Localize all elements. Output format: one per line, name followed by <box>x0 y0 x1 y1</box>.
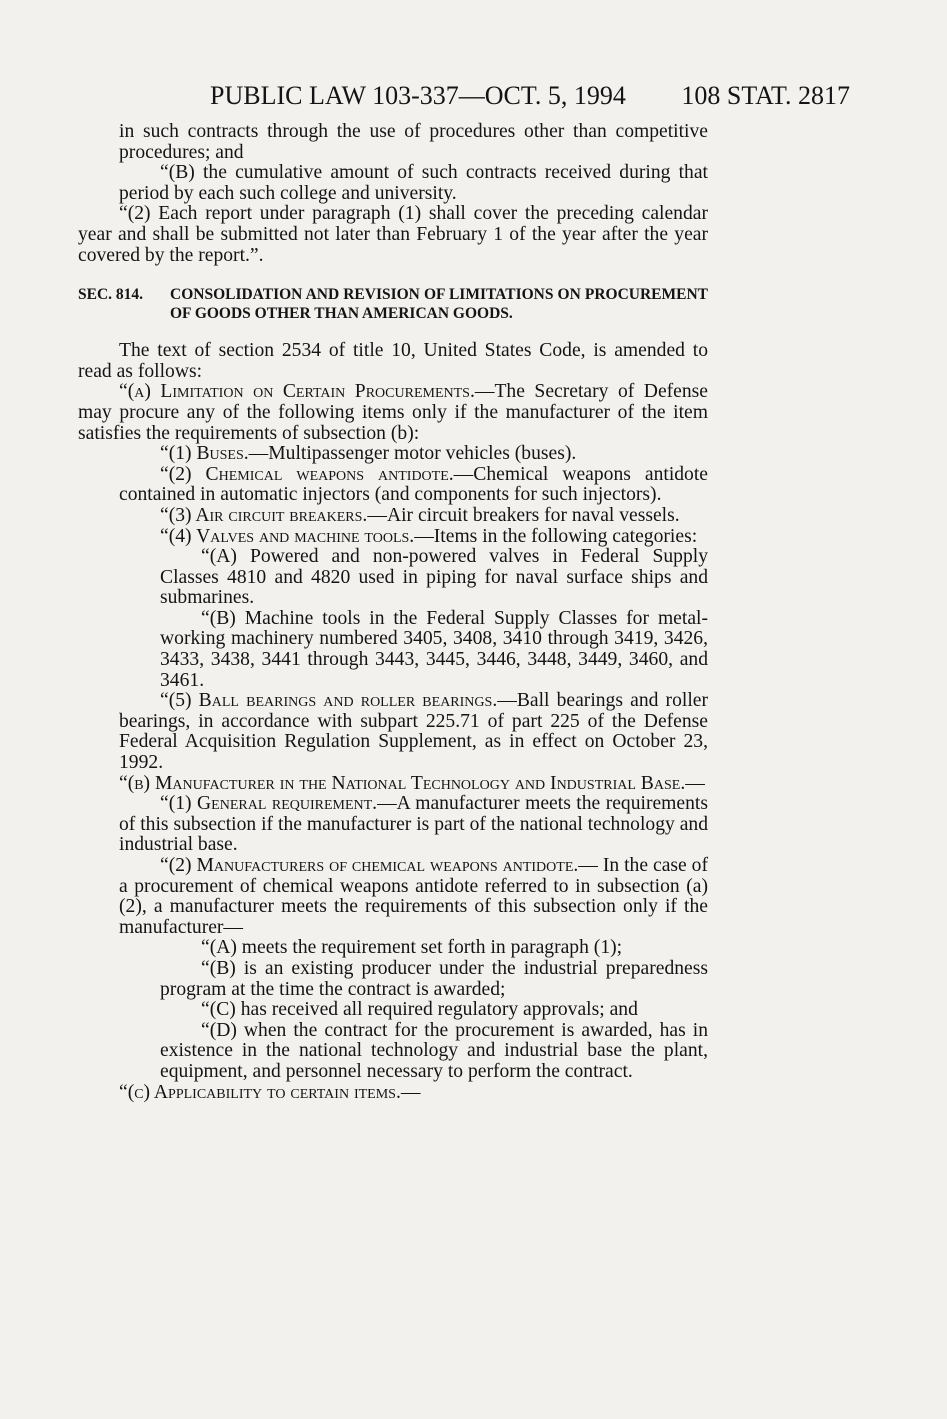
subsection-text: — <box>685 772 705 794</box>
public-law-citation: PUBLIC LAW 103-337—OCT. 5, 1994 <box>210 81 626 110</box>
section-title: CONSOLIDATION AND REVISION OF LIMITATIONS ON PROCUREMENT OF GOODS OTHER THAN AMERICAN GOODS. <box>170 286 708 323</box>
paragraph-a3 <box>78 506 708 527</box>
page-header <box>150 76 850 116</box>
paragraph-heading: “(5) Ball bearings and roller bearings. <box>160 690 498 712</box>
paragraph-text: —Multipassenger motor vehicles (buses). <box>248 443 577 465</box>
paragraph: “(2) Each report under paragraph (1) shall cover the preceding calendar year and shall be submitted not later than February 1 of the year after the year covered by the report.”. <box>78 203 708 266</box>
section-number: SEC. 814. <box>78 286 144 304</box>
paragraph-heading: “(1) General requirement. <box>160 793 378 815</box>
paragraph-heading: “(3) Air circuit breakers. <box>160 504 368 526</box>
paragraph: “(B) the cumulative amount of such contracts received during that period by each such college and university. <box>119 162 708 204</box>
paragraph-heading: “(4) Valves and machine tools. <box>160 525 415 547</box>
paragraph-b1 <box>78 794 708 856</box>
stat-page-number: 108 STAT. 2817 <box>681 81 850 110</box>
subsection-c <box>78 1083 708 1104</box>
paragraph-a1 <box>78 444 708 465</box>
paragraph-b2 <box>78 856 708 938</box>
paragraph-heading: “(1) Buses. <box>160 443 249 465</box>
paragraph-heading: “(2) Chemical weapons antidote. <box>160 463 454 485</box>
subsection-b <box>78 774 708 795</box>
document-body <box>78 122 708 1103</box>
subparagraph-b2A: “(A) meets the requirement set forth in paragraph (1); <box>201 937 623 959</box>
subsection-heading: “(c) Applicability to certain items. <box>119 1081 401 1103</box>
paragraph-a5 <box>78 691 708 773</box>
subparagraph-b2C: “(C) has received all required regulatory approvals; and <box>201 999 638 1021</box>
paragraph-text: —Chemical weapons antidote contained in automatic injectors (and components for such injectors). <box>119 463 708 506</box>
paragraph: The text of section 2534 of title 10, United States Code, is amended to read as follows: <box>78 340 708 382</box>
paragraph-text: —Ball bearings and roller bearings, in accordance with subpart 225.71 of part 225 of the Defense Federal Acquisition Regulation Supplement, as in effect on October 23, 1992. <box>119 690 708 774</box>
subparagraph-a4A: “(A) Powered and non-powered valves in Federal Supply Classes 4810 and 4820 used in piping for naval surface ships and submarines. <box>160 546 708 609</box>
paragraph-text: —A manufacturer meets the requirements of this subsection if the manufacturer is part of the national technology and industrial base. <box>119 793 708 856</box>
paragraph-heading: “(2) Manufacturers of chemical weapons antidote. <box>160 855 579 876</box>
paragraph-text: —Air circuit breakers for naval vessels. <box>367 504 680 526</box>
paragraph: in such contracts through the use of procedures other than competitive procedures; and <box>119 121 708 163</box>
subsection-text: — <box>400 1081 421 1103</box>
subparagraph-a4B: “(B) Machine tools in the Federal Supply Classes for metal-working machinery numbered 3405, 3408, 3410 through 3419, 3426, 3433, 3438, 3441 through 3443, 3445, 3446, 3448, 3449, 3460, and 3461. <box>160 607 708 691</box>
paragraph-a2 <box>78 465 708 506</box>
paragraph-a4 <box>78 527 708 548</box>
subsection-a <box>78 382 708 444</box>
subsection-heading: “(b) Manufacturer in the National Technology and Industrial Base. <box>119 772 686 794</box>
section-heading <box>78 285 708 323</box>
paragraph-text: — In the case of a procurement of chemical weapons antidote referred to in subsection (a)(2), a manufacturer meets the requirements of this subsection only if the manufacturer— <box>119 855 708 938</box>
subsection-heading: “(a) Limitation on Certain Procurements. <box>119 381 475 403</box>
subparagraph-b2D: “(D) when the contract for the procurement is awarded, has in existence in the national technology and industrial base the plant, equipment, and personnel necessary to perform the contract. <box>160 1019 708 1082</box>
subparagraph-b2B: “(B) is an existing producer under the industrial preparedness program at the time the contract is awarded; <box>160 957 708 1000</box>
paragraph-text: —Items in the following categories: <box>414 525 698 547</box>
subsection-text: —The Secretary of Defense may procure any of the following items only if the manufacturer of the item satisfies the requirements of subsection (b): <box>78 381 708 444</box>
